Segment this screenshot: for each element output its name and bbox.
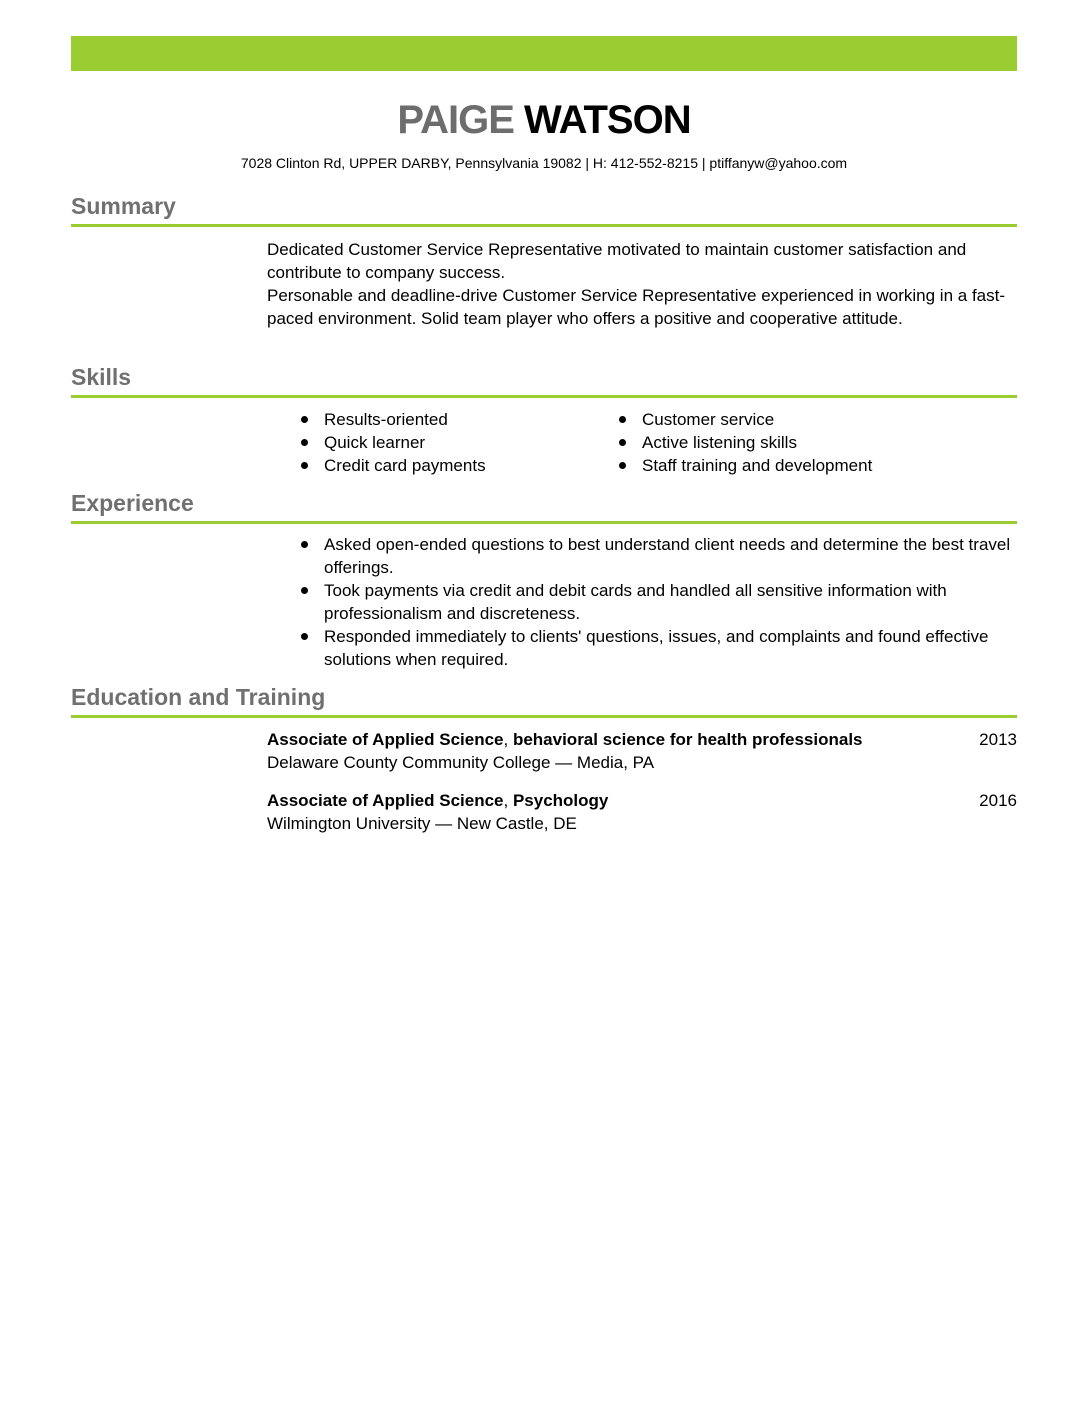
- experience-list: [267, 533, 1017, 671]
- summary-section: [71, 191, 1017, 330]
- section-divider: [71, 521, 1017, 524]
- first-name: PAIGE: [397, 98, 514, 142]
- skills-section: [71, 362, 1017, 477]
- education-degree: Associate of Applied Science, behavioral science for health professionals: [267, 730, 863, 749]
- experience-item: Asked open-ended questions to best understand client needs and determine the best travel offerings.: [267, 533, 1017, 579]
- summary-paragraph: Personable and deadline-drive Customer Service Representative experienced in working in a fast-paced environment. Solid team player who offers a positive and cooperative attitude.: [267, 286, 1006, 328]
- section-divider: [71, 224, 1017, 227]
- contact-info: 7028 Clinton Rd, UPPER DARBY, Pennsylvania 19082 | H: 412-552-8215 | ptiffanyw@yahoo.com: [240, 155, 848, 171]
- skills-column: [585, 408, 903, 477]
- section-title: Education and Training: [71, 684, 326, 710]
- skill-item: Quick learner: [267, 431, 585, 454]
- section-title: Skills: [71, 364, 132, 390]
- education-entry: [267, 789, 1017, 835]
- last-name: WATSON: [524, 98, 691, 142]
- section-divider: [71, 395, 1017, 398]
- education-entry: [267, 728, 1017, 774]
- section-title: Summary: [71, 193, 176, 219]
- education-degree: Associate of Applied Science, Psychology: [267, 791, 609, 810]
- skill-item: Results-oriented: [267, 408, 585, 431]
- skill-item: Customer service: [585, 408, 903, 431]
- education-school: Delaware County Community College — Media, PA: [267, 753, 655, 772]
- summary-paragraph: Dedicated Customer Service Representative motivated to maintain customer satisfaction and contribute to company success.: [267, 240, 967, 282]
- skill-item: Active listening skills: [585, 431, 903, 454]
- education-year: 2013: [979, 730, 1017, 749]
- candidate-name: [0, 98, 1088, 143]
- degree-field: Psychology: [512, 791, 609, 810]
- skill-item: Credit card payments: [267, 454, 585, 477]
- experience-section: [71, 488, 1017, 671]
- skill-item: Staff training and development: [585, 454, 903, 477]
- education-school: Wilmington University — New Castle, DE: [267, 814, 577, 833]
- degree-name: Associate of Applied Science: [267, 730, 504, 749]
- degree-name: Associate of Applied Science: [267, 791, 504, 810]
- section-divider: [71, 715, 1017, 718]
- header-accent-bar: [71, 36, 1017, 71]
- education-section: [71, 682, 1017, 850]
- education-year: 2016: [979, 791, 1017, 810]
- experience-item: Responded immediately to clients' questions, issues, and complaints and found effective solutions when required.: [267, 625, 1017, 671]
- skills-column: [267, 408, 585, 477]
- degree-field: behavioral science for health professionals: [512, 730, 863, 749]
- experience-item: Took payments via credit and debit cards and handled all sensitive information with professionalism and discreteness.: [267, 579, 1017, 625]
- section-title: Experience: [71, 490, 194, 516]
